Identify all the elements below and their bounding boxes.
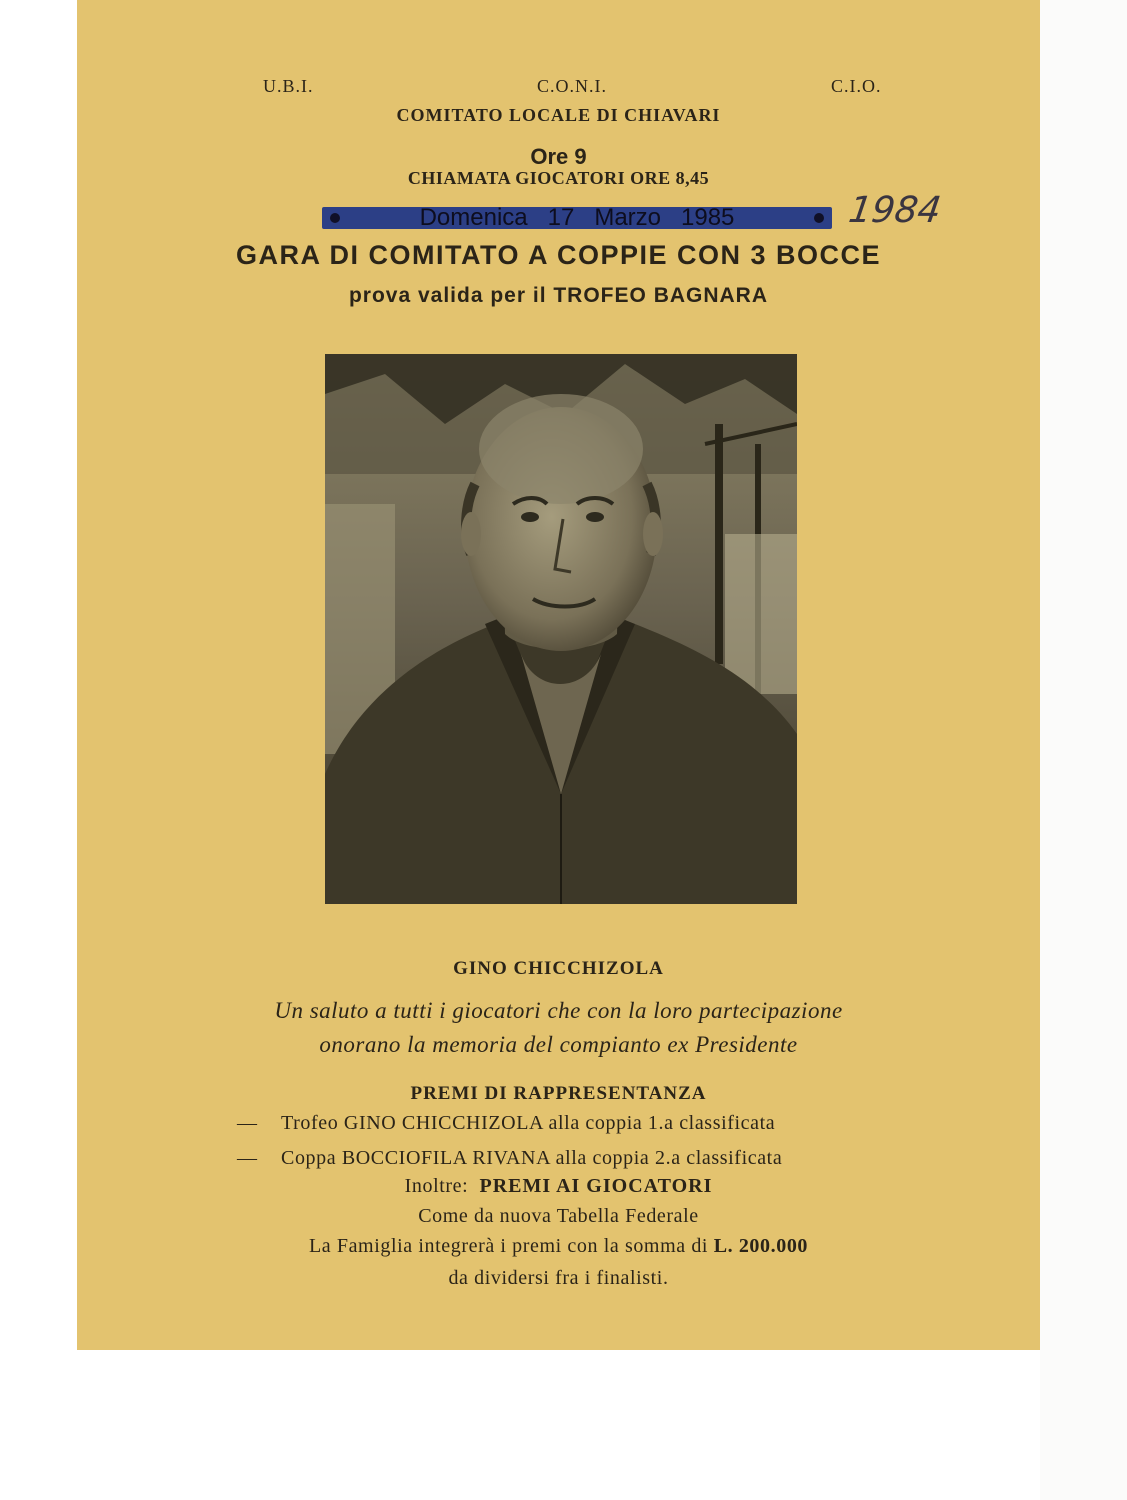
bullet-right: [814, 213, 824, 223]
cio-label: C.I.O.: [831, 76, 882, 96]
ubi-label: U.B.I.: [263, 76, 314, 96]
portrait-caption: GINO CHICCHIZOLA: [453, 958, 664, 979]
portrait-photo: [325, 354, 797, 904]
famiglia-line: [77, 1235, 1040, 1258]
tribute-line-2: onorano la memoria del compianto ex Presidente: [319, 1032, 798, 1057]
bullet-left: [330, 213, 340, 223]
tribute-line-1: Un saluto a tutti i giocatori che con la loro partecipazione: [274, 998, 843, 1023]
prize-item: [237, 1147, 782, 1170]
handwritten-year-note: 1984: [846, 190, 944, 231]
inoltre-label: Inoltre:: [404, 1175, 469, 1197]
inoltre-line: [77, 1175, 1040, 1198]
event-subtitle: prova valida per il TROFEO BAGNARA: [348, 284, 769, 307]
call-time: CHIAMATA GIOCATORI ORE 8,45: [407, 168, 710, 188]
prize-text: Coppa BOCCIOFILA RIVANA alla coppia 2.a classificata: [281, 1147, 783, 1169]
committee-title: COMITATO LOCALE DI CHIAVARI: [396, 105, 721, 125]
scan-background: [1040, 0, 1127, 1500]
tabella-note: Come da nuova Tabella Federale: [418, 1205, 699, 1227]
prize-item: [237, 1112, 775, 1135]
coni-label: C.O.N.I.: [537, 76, 607, 96]
dividersi-note: da dividersi fra i finalisti.: [448, 1267, 669, 1289]
famiglia-amount: L. 200.000: [713, 1235, 809, 1257]
prize-dash: —: [237, 1112, 258, 1134]
flyer-sheet: [77, 0, 1040, 1350]
portrait-illustration: [325, 354, 797, 904]
famiglia-text: La Famiglia integrerà i premi con la somma di: [308, 1235, 709, 1257]
inoltre-value: PREMI AI GIOCATORI: [479, 1175, 713, 1197]
event-title: GARA DI COMITATO A COPPIE CON 3 BOCCE: [235, 240, 882, 270]
start-time: Ore 9: [530, 144, 587, 169]
prize-text: Trofeo GINO CHICCHIZOLA alla coppia 1.a classificata: [281, 1112, 776, 1134]
prize-dash: —: [237, 1147, 258, 1169]
event-date: Domenica 17 Marzo 1985: [419, 204, 735, 231]
prizes-heading: PREMI DI RAPPRESENTANZA: [410, 1083, 707, 1104]
